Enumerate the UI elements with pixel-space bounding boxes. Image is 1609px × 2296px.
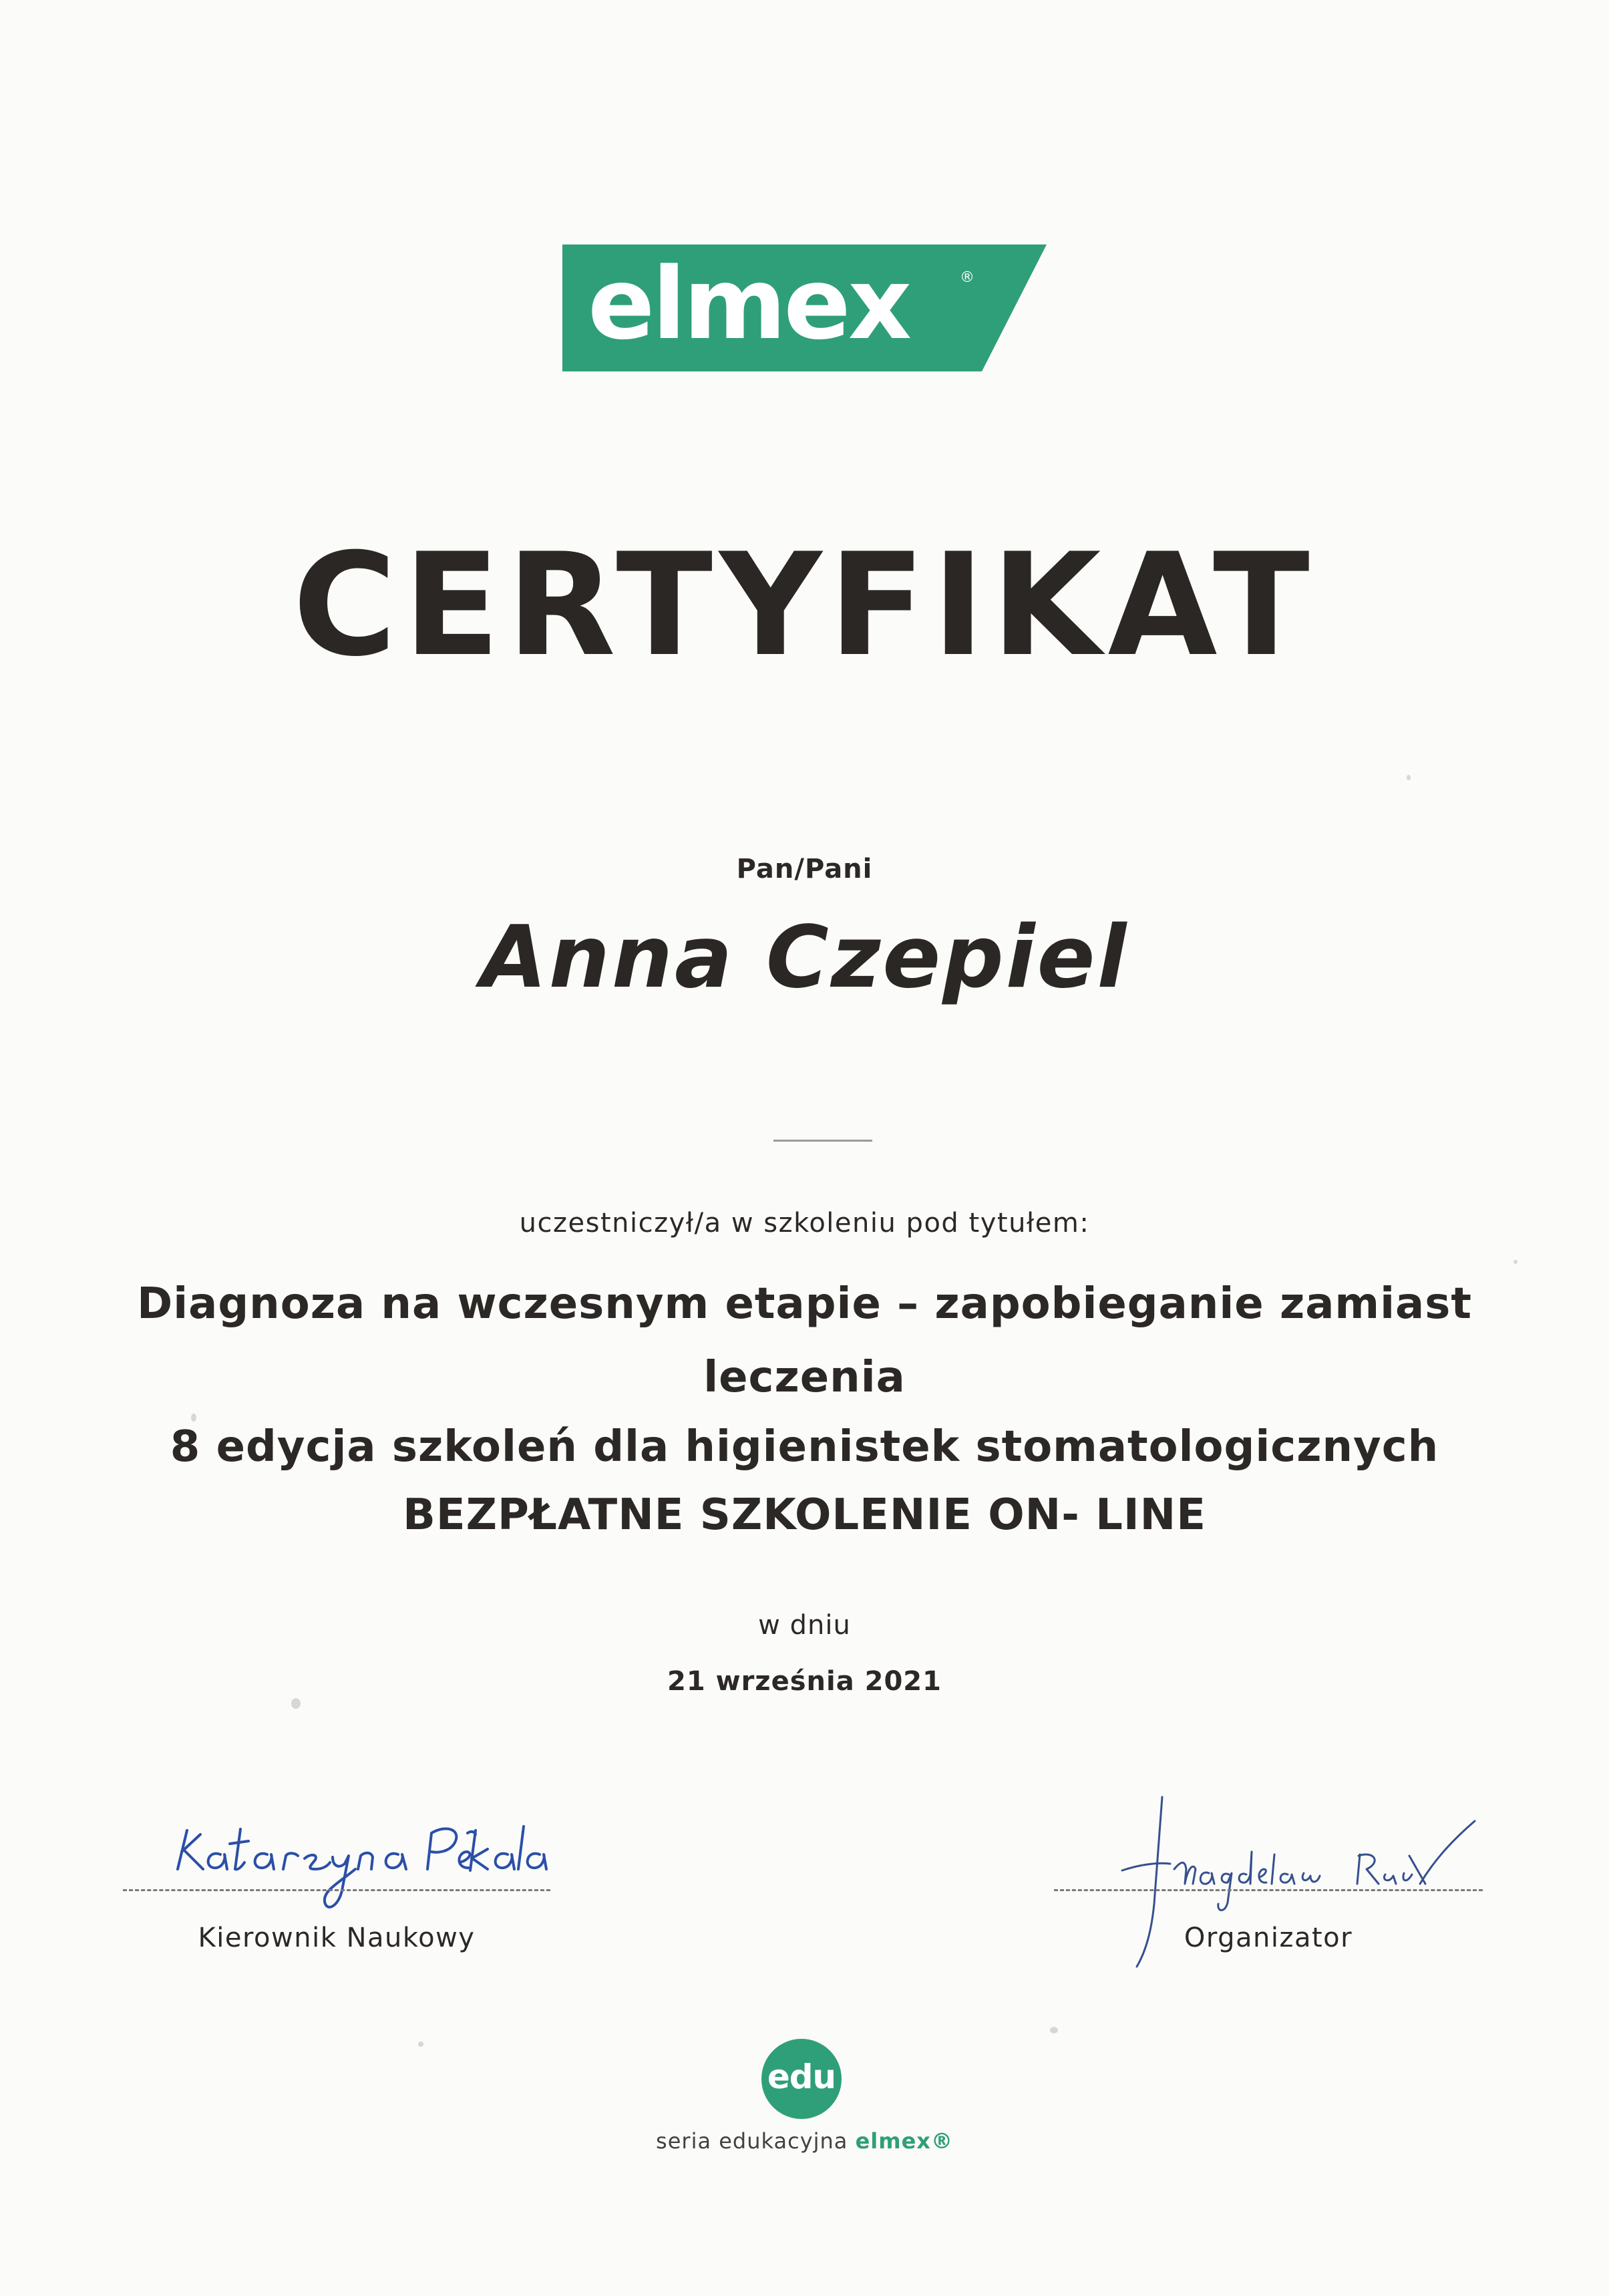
salutation: Pan/Pani — [736, 854, 873, 884]
series-brand: elmex® — [855, 2128, 953, 2154]
course-edition-line: 8 edycja szkoleń dla higienistek stomatologicznych — [170, 1422, 1439, 1472]
divider — [773, 1140, 872, 1142]
signature-line-left — [123, 1889, 550, 1891]
paper-speck — [1050, 2027, 1058, 2033]
signer-role-organizer: Organizator — [1184, 1923, 1353, 1953]
course-format-line: BEZPŁATNE SZKOLENIE ON- LINE — [403, 1490, 1206, 1540]
signer-role-scientific-director: Kierownik Naukowy — [198, 1923, 476, 1953]
course-title-line: leczenia — [703, 1353, 906, 1402]
course-date: 21 września 2021 — [667, 1666, 942, 1697]
paper-speck — [191, 1414, 196, 1422]
elmex-logo — [562, 244, 1047, 371]
signature-line-right — [1054, 1889, 1483, 1891]
course-title-line: Diagnoza na wczesnym etapie – zapobieganie zamiast — [137, 1279, 1472, 1329]
edu-badge: edu — [761, 2039, 842, 2119]
signature-left — [174, 1790, 548, 1917]
date-label: w dniu — [758, 1610, 851, 1641]
recipient-name: Anna Czepiel — [480, 908, 1129, 1007]
paper-speck — [291, 1698, 301, 1709]
certificate-title: CERTYFIKAT — [293, 522, 1316, 687]
paper-speck — [1513, 1260, 1517, 1264]
logo-registered-mark: ® — [960, 269, 974, 286]
paper-speck — [1407, 775, 1411, 780]
participation-text: uczestniczył/a w szkoleniu pod tytułem: — [519, 1208, 1090, 1239]
series-text: seria edukacyjna — [656, 2128, 848, 2154]
series-caption — [0, 2128, 1609, 2154]
paper-speck — [418, 2041, 423, 2047]
logo-wordmark: elmex — [588, 247, 910, 361]
